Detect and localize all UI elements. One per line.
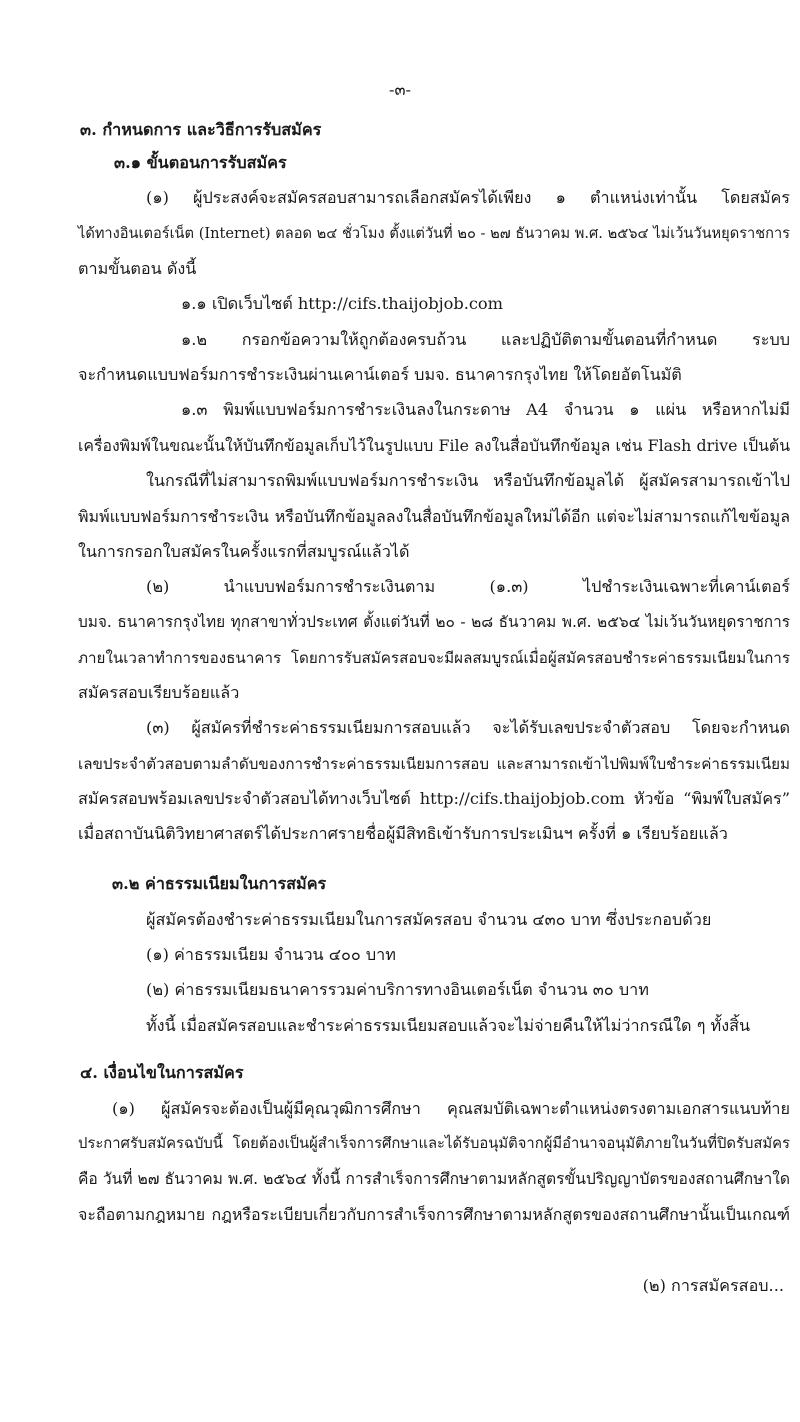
- paragraph-3-1-1-line-2: ได้ทางอินเตอร์เน็ต (Internet) ตลอด ๒๔ ชั่วโมง ตั้งแต่วันที่ ๒๐ - ๒๗ ธันวาคม พ.ศ. ๒๕๖๔ ไม่เว้นวันหยุดราชการ: [78, 225, 790, 242]
- paragraph-4-1-line-2: ประกาศรับสมัครฉบับนี้ โดยต้องเป็นผู้สำเร็จการศึกษาและได้รับอนุมัติจากผู้มีอำนาจอนุมัติภายในวันที่ปิดรับสมัคร: [78, 1135, 790, 1152]
- step-1-1: ๑.๑ เปิดเว็บไซต์ http://cifs.thaijobjob.com: [181, 294, 504, 313]
- paragraph-3-1-3-line-4: เมื่อสถาบันนิติวิทยาศาสตร์ได้ประกาศรายชื่อผู้มีสิทธิเข้ารับการประเมินฯ ครั้งที่ ๑ เรียบร้อยแล้ว: [78, 824, 728, 843]
- paragraph-3-1-3-line-1: (๓) ผู้สมัครที่ชำระค่าธรรมเนียมการสอบแล้ว จะได้รับเลขประจำตัวสอบ โดยจะกำหนด: [146, 718, 790, 737]
- fee-total: ผู้สมัครต้องชำระค่าธรรมเนียมในการสมัครสอบ จำนวน ๔๓๐ บาท ซึ่งประกอบด้วย: [146, 910, 712, 929]
- fee-note: ทั้งนี้ เมื่อสมัครสอบและชำระค่าธรรมเนียมสอบแล้วจะไม่จ่ายคืนให้ไม่ว่ากรณีใด ๆ ทั้งสิ้น: [146, 1016, 751, 1035]
- continuation-note: (๒) การสมัครสอบ...: [642, 1276, 784, 1295]
- step-1-2-line-1: ๑.๒ กรอกข้อความให้ถูกต้องครบถ้วน และปฏิบัติตามขั้นตอนที่กำหนด ระบบ: [181, 330, 790, 349]
- fee-item-2: (๒) ค่าธรรมเนียมธนาคารรวมค่าบริการทางอินเตอร์เน็ต จำนวน ๓๐ บาท: [146, 980, 649, 999]
- step-1-3-line-2: เครื่องพิมพ์ในขณะนั้นให้บันทึกข้อมูลเก็บไว้ในรูปแบบ File ลงในสื่อบันทึกข้อมูล เช่น Flash drive เป็นต้น: [78, 436, 790, 455]
- section-3-1-heading: ๓.๑ ขั้นตอนการรับสมัคร: [114, 153, 287, 172]
- step-1-2-line-2: จะกำหนดแบบฟอร์มการชำระเงินผ่านเคาน์เตอร์ บมจ. ธนาคารกรุงไทย ให้โดยอัตโนมัติ: [78, 365, 682, 384]
- step-1-3-line-1: ๑.๓ พิมพ์แบบฟอร์มการชำระเงินลงในกระดาษ A4 จำนวน ๑ แผ่น หรือหากไม่มี: [181, 400, 790, 419]
- paragraph-3-1-1-line-1: (๑) ผู้ประสงค์จะสมัครสอบสามารถเลือกสมัครได้เพียง ๑ ตำแหน่งเท่านั้น โดยสมัคร: [146, 188, 790, 207]
- paragraph-4-1-line-4: จะถือตามกฎหมาย กฎหรือระเบียบเกี่ยวกับการสำเร็จการศึกษาตามหลักสูตรของสถานศึกษานั้นเป็นเกณฑ์: [78, 1205, 790, 1224]
- note-line-1: ในกรณีที่ไม่สามารถพิมพ์แบบฟอร์มการชำระเงิน หรือบันทึกข้อมูลได้ ผู้สมัครสามารถเข้าไป: [146, 471, 790, 490]
- paragraph-3-1-2-line-1: (๒) นำแบบฟอร์มการชำระเงินตาม (๑.๓) ไปชำระเงินเฉพาะที่เคาน์เตอร์: [146, 577, 790, 596]
- paragraph-3-1-2-line-4: สมัครสอบเรียบร้อยแล้ว: [78, 683, 240, 702]
- paragraph-3-1-3-line-3: สมัครสอบพร้อมเลขประจำตัวสอบได้ทางเว็บไซต์ http://cifs.thaijobjob.com หัวข้อ “พิมพ์ใบสมัคร”: [78, 789, 790, 808]
- note-line-3: ในการกรอกใบสมัครในครั้งแรกที่สมบูรณ์แล้วได้: [78, 542, 410, 561]
- note-line-2: พิมพ์แบบฟอร์มการชำระเงิน หรือบันทึกข้อมูลลงในสื่อบันทึกข้อมูลใหม่ได้อีก แต่จะไม่สามารถแก้ไขข้อมูล: [78, 507, 790, 526]
- page-number: -๓-: [388, 80, 411, 99]
- paragraph-3-1-2-line-3: ภายในเวลาทำการของธนาคาร โดยการรับสมัครสอบจะมีผลสมบูรณ์เมื่อผู้สมัครสอบชำระค่าธรรมเนียมในการ: [78, 649, 790, 667]
- paragraph-3-1-2-line-2: บมจ. ธนาคารกรุงไทย ทุกสาขาทั่วประเทศ ตั้งแต่วันที่ ๒๐ - ๒๘ ธันวาคม พ.ศ. ๒๕๖๔ ไม่เว้นวันหยุดราชการ: [78, 613, 790, 631]
- paragraph-4-1-line-1: (๑) ผู้สมัครจะต้องเป็นผู้มีคุณวุฒิการศึกษา คุณสมบัติเฉพาะตำแหน่งตรงตามเอกสารแนบท้าย: [112, 1099, 790, 1118]
- paragraph-4-1-line-3: คือ วันที่ ๒๗ ธันวาคม พ.ศ. ๒๕๖๔ ทั้งนี้ การสำเร็จการศึกษาตามหลักสูตรขั้นปริญญาบัตรของสถานศึกษาใด: [78, 1170, 790, 1188]
- paragraph-3-1-1-line-3: ตามขั้นตอน ดังนี้: [78, 259, 197, 278]
- section-3-heading: ๓. กำหนดการ และวิธีการรับสมัคร: [80, 120, 322, 139]
- section-4-heading: ๔. เงื่อนไขในการสมัคร: [80, 1063, 244, 1082]
- paragraph-3-1-3-line-2: เลขประจำตัวสอบตามลำดับของการชำระค่าธรรมเนียมการสอบ และสามารถเข้าไปพิมพ์ใบชำระค่าธรรมเนียม: [78, 755, 790, 773]
- section-3-2-heading: ๓.๒ ค่าธรรมเนียมในการสมัคร: [112, 874, 327, 893]
- fee-item-1: (๑) ค่าธรรมเนียม จำนวน ๔๐๐ บาท: [146, 945, 396, 964]
